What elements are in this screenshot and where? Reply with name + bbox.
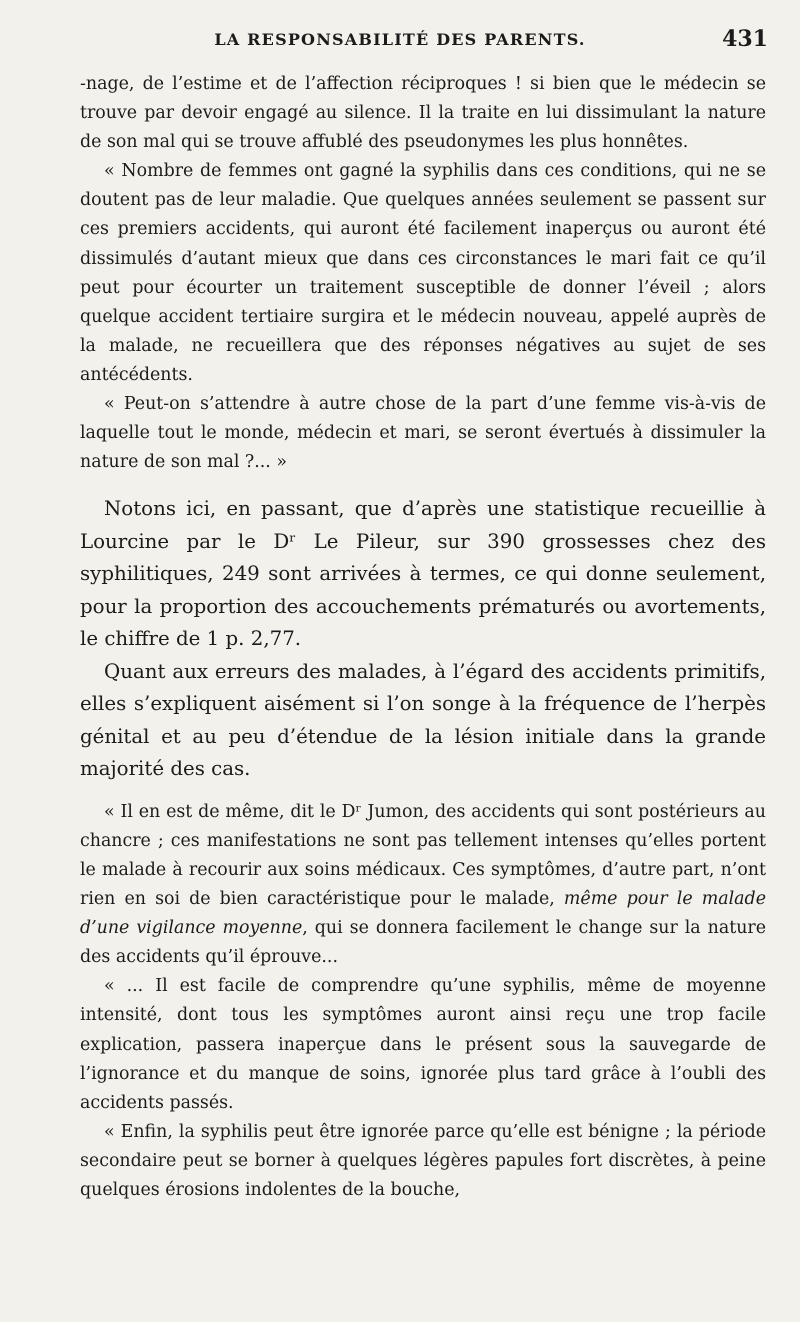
page-number: 431 [722, 26, 768, 52]
body-paragraph: Quant aux erreurs des malades, à l’égard des accidents primitifs, elles s’expliquent aisément si l’on songe à la fréquence de l’herpès génital et au peu d’étendue de la lésion initiale dans la grande majorité des cas. [80, 659, 766, 781]
running-title: LA RESPONSABILITÉ DES PARENTS. [214, 30, 586, 49]
emphasis-text: même pour le malade d’une vigilance moyenne [80, 889, 766, 939]
quote-paragraph: « ... Il est facile de comprendre qu’une syphilis, même de moyenne intensité, dont tous les symptômes auront ainsi reçu une trop facile explication, passera inaperçue dans le présent sous la sauvegarde de l’ignorance et du manque de soins, ignorée plus tard grâce à l’oubli des accidents passés. [80, 976, 766, 1113]
quote-paragraph: « Enfin, la syphilis peut être ignorée parce qu’elle est bénigne ; la période secondaire peut se borner à quelques légères papules fort discrètes, à peine quelques érosions indolentes de la bouche, [80, 1121, 766, 1201]
quote-paragraph [80, 798, 766, 973]
quote-text: , qui se donnera facilement le change sur la nature des accidents qu’il éprouve... [80, 918, 766, 968]
paragraph-continuation: -nage, de l’estime et de l’affection réciproques ! si bien que le médecin se trouve par devoir engagé au silence. Il la traite en lui dissimulant la nature de son mal qui se trouve affublé des pseudonymes les plus honnêtes. [80, 74, 766, 153]
body-paragraph: Notons ici, en passant, que d’après une statistique recueillie à Lourcine par le Dʳ Le Pileur, sur 390 grossesses chez des syphilitiques, 249 sont arrivées à termes, ce qui donne seulement, pour la proportion des accouchements prématurés ou avortements, le chiffre de 1 p. 2,77. [80, 497, 766, 651]
page-header [0, 26, 800, 62]
quote-paragraph: « Nombre de femmes ont gagné la syphilis dans ces conditions, qui ne se doutent pas de leur maladie. Que quelques années seulement se passent sur ces premiers accidents, qui auront été facilement inaperçus ou auront été dissimulés d’autant mieux que dans ces circonstances le mari fait ce qu’il peut pour écourter un traitement susceptible de donner l’éveil ; alors quelque accident tertiaire surgira et le médecin nouveau, appelé auprès de la malade, ne recueillera que des réponses négatives au sujet de ses antécédents. [80, 161, 766, 385]
quote-paragraph: « Peut-on s’attendre à autre chose de la part d’une femme vis-à-vis de laquelle tout le monde, médecin et mari, se seront évertués à dissimuler la nature de son mal ?... » [80, 394, 766, 473]
page-body [80, 70, 766, 1205]
quote-text: « Il en est de même, dit le Dʳ Jumon, des accidents qui sont postérieurs au chancre ; ces manifestations ne sont pas tellement intenses qu’elles portent le malade à recourir aux soins médicaux. Ces symptômes, d’autre part, n’ont rien en soi de bien caractéristique pour le malade, [80, 801, 766, 910]
